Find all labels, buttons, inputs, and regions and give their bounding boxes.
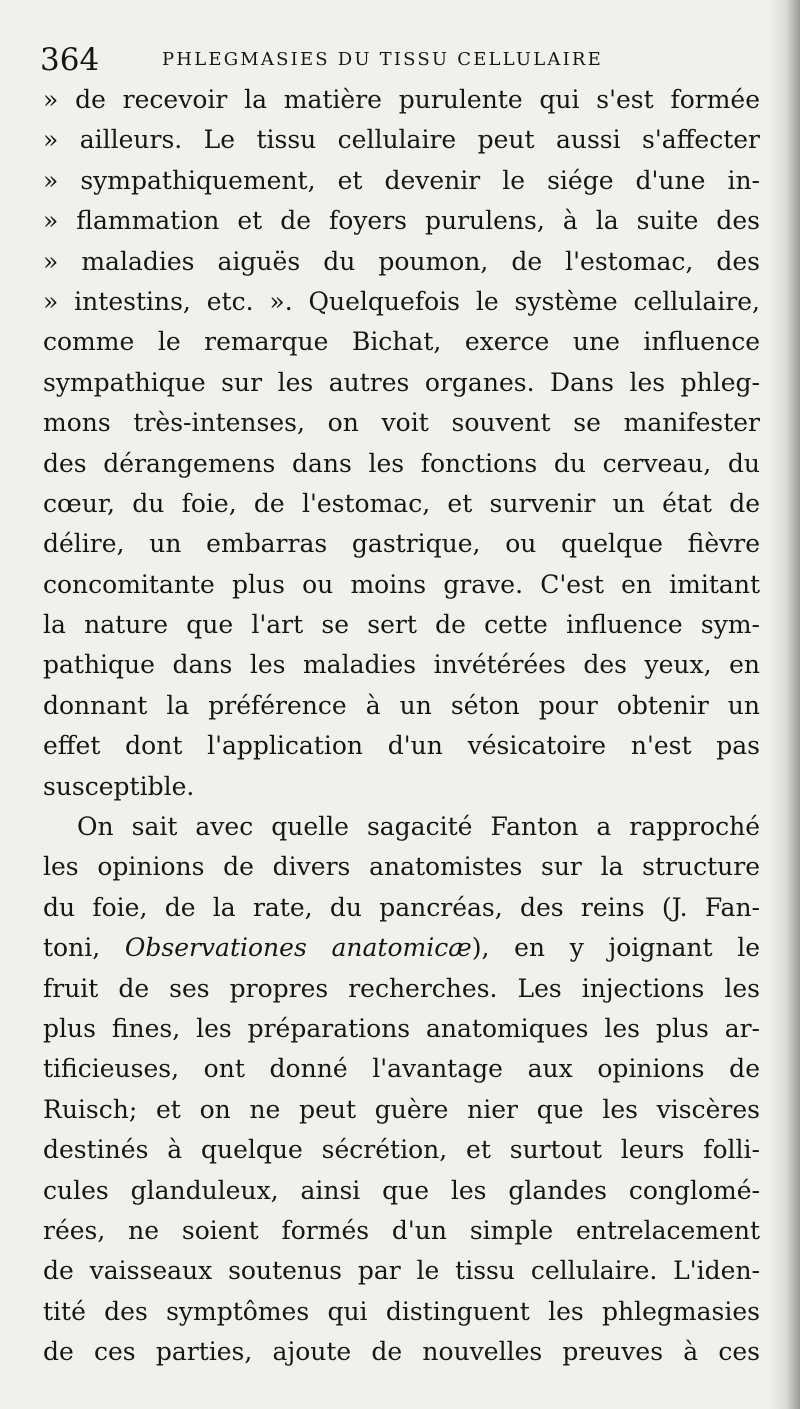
text-line: fruit de ses propres recherches. Les injections les bbox=[43, 973, 760, 1003]
text-line-with-citation bbox=[43, 928, 760, 968]
text-line: donnant la préférence à un séton pour obtenir un bbox=[43, 690, 760, 720]
text-line: » maladies aiguës du poumon, de l'estomac, des bbox=[43, 246, 760, 276]
page-number: 364 bbox=[40, 42, 100, 78]
page-header bbox=[40, 38, 760, 82]
text-line: comme le remarque Bichat, exerce une influence bbox=[43, 327, 760, 357]
text-line: tité des symptômes qui distinguent les phlegmasies bbox=[43, 1296, 760, 1326]
text-line: » de recevoir la matière purulente qui s'est formée bbox=[43, 85, 760, 114]
citation-title: Observationes anatomicæ bbox=[124, 933, 472, 963]
text-line: délire, un embarras gastrique, ou quelque fièvre bbox=[43, 529, 760, 559]
text-line: concomitante plus ou moins grave. C'est en imitant bbox=[43, 569, 760, 599]
page-gutter-shadow bbox=[770, 0, 800, 1409]
text-line: cules glanduleux, ainsi que les glandes conglomé- bbox=[43, 1175, 760, 1205]
text-line: » flammation et de foyers purulens, à la suite des bbox=[43, 206, 760, 236]
body-text bbox=[43, 80, 760, 1373]
citation-author-part: toni, bbox=[43, 933, 125, 963]
citation-after: ), en y joignant le bbox=[471, 933, 760, 963]
text-line: mons très-intenses, on voit souvent se manifester bbox=[43, 408, 760, 438]
text-line: rées, ne soient formés d'un simple entrelacement bbox=[43, 1215, 760, 1245]
text-line: tificieuses, ont donné l'avantage aux opinions de bbox=[43, 1054, 760, 1084]
text-line: de ces parties, ajoute de nouvelles preuves à ces bbox=[43, 1337, 760, 1367]
paragraph-last-line: susceptible. bbox=[43, 771, 195, 801]
running-head: PHLEGMASIES DU TISSU CELLULAIRE bbox=[162, 49, 603, 70]
text-line: Ruisch; et on ne peut guère nier que les viscères bbox=[43, 1094, 760, 1124]
text-line: du foie, de la rate, du pancréas, des reins (J. Fan- bbox=[43, 892, 760, 922]
paragraph-first-line: On sait avec quelle sagacité Fanton a rapproché bbox=[77, 812, 760, 842]
text-line: pathique dans les maladies invétérées des yeux, en bbox=[43, 650, 760, 680]
text-line: destinés à quelque sécrétion, et surtout leurs folli- bbox=[43, 1135, 760, 1165]
text-line: plus fines, les préparations anatomiques les plus ar- bbox=[43, 1013, 760, 1043]
text-line: » ailleurs. Le tissu cellulaire peut aussi s'affecter bbox=[43, 125, 760, 155]
text-line: des dérangemens dans les fonctions du cerveau, du bbox=[43, 448, 760, 478]
text-line: de vaisseaux soutenus par le tissu cellulaire. L'iden- bbox=[43, 1256, 760, 1286]
text-line: sympathique sur les autres organes. Dans les phleg- bbox=[43, 367, 760, 397]
text-line: cœur, du foie, de l'estomac, et survenir un état de bbox=[43, 488, 760, 518]
text-line: » sympathiquement, et devenir le siége d'une in- bbox=[43, 165, 760, 195]
text-line: la nature que l'art se sert de cette influence sym- bbox=[43, 610, 760, 640]
text-line: effet dont l'application d'un vésicatoire n'est pas bbox=[43, 731, 760, 761]
text-line: » intestins, etc. ». Quelquefois le système cellulaire, bbox=[43, 286, 760, 316]
text-line: les opinions de divers anatomistes sur la structure bbox=[43, 852, 760, 882]
